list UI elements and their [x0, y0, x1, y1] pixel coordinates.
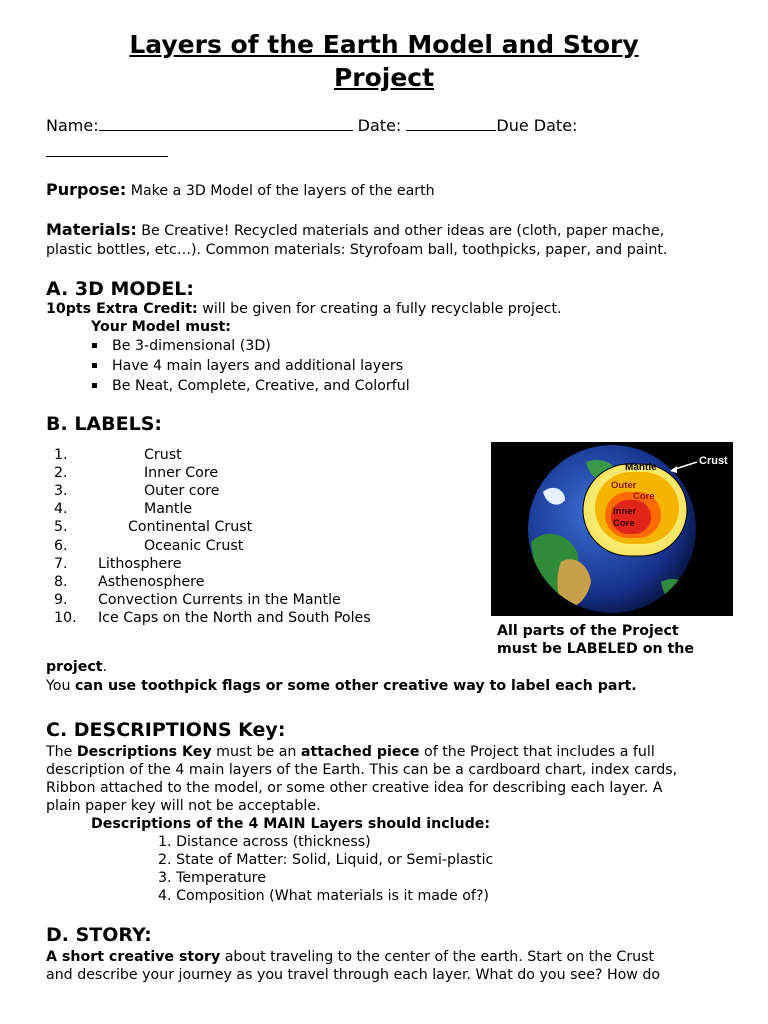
purpose-line [46, 180, 435, 200]
list-item: 1. Crust [54, 447, 182, 463]
mantle-image-label: Mantle [625, 462, 657, 473]
list-item: 3. Outer core [54, 483, 220, 499]
section-a-heading: A. 3D MODEL: [46, 278, 195, 300]
list-item: 4. Composition (What materials is it made of?) [158, 888, 489, 904]
list-item: 1. Distance across (thickness) [158, 834, 371, 850]
list-item: 9. Convection Currents in the Mantle [54, 592, 341, 608]
outer-core-image-label-1: Outer [611, 480, 637, 491]
model-requirements-list [90, 336, 410, 396]
title-line-1: Layers of the Earth Model and Story [129, 30, 639, 59]
list-item: Be Neat, Complete, Creative, and Colorful [90, 376, 410, 396]
list-item: 7. Lithosphere [54, 556, 182, 572]
list-item: 5. Continental Crust [54, 519, 253, 535]
list-item: 10. Ice Caps on the North and South Poles [54, 610, 371, 626]
due-date-label: Due Date: [496, 116, 578, 135]
story-line-1: A short creative story about traveling to the center of the earth. Start on the Crust [46, 949, 655, 965]
name-label: Name: [46, 116, 99, 135]
model-must-label: Your Model must: [91, 319, 231, 335]
materials-line-1 [46, 220, 664, 240]
crust-image-label: Crust [699, 455, 728, 467]
descriptions-include-label: Descriptions of the 4 MAIN Layers should include: [91, 816, 491, 832]
labels-caption-3: project. [46, 659, 108, 675]
story-line-2: and describe your journey as you travel through each layer. What do you see? How do [46, 967, 661, 983]
labels-caption-1: All parts of the Project [497, 623, 679, 639]
section-d-heading: D. STORY: [46, 924, 152, 946]
inner-core-image-label-2: Core [613, 518, 635, 529]
due-date-field[interactable] [46, 142, 168, 157]
extra-credit-line [46, 300, 562, 318]
outer-core-image-label-2: Core [633, 491, 655, 502]
earth-cutaway-illustration [491, 442, 733, 616]
earth-layers-image [491, 442, 733, 616]
list-item: 6. Oceanic Crust [54, 538, 244, 554]
date-field[interactable] [406, 116, 496, 131]
extra-credit-label: 10pts Extra Credit: [46, 301, 198, 317]
list-item: 4. Mantle [54, 501, 193, 517]
header-fields [46, 116, 577, 135]
descriptions-para-line-1: The Descriptions Key must be an attached piece of the Project that includes a full [46, 744, 655, 760]
purpose-label: Purpose: [46, 180, 127, 199]
materials-text-1: Be Creative! Recycled materials and other ideas are (cloth, paper mache, [136, 223, 665, 239]
descriptions-para-line-4: plain paper key will not be acceptable. [46, 798, 321, 814]
name-field[interactable] [99, 116, 353, 131]
labels-caption-2: must be LABELED on the [497, 641, 695, 657]
materials-label: Materials: [46, 220, 137, 239]
list-item: Be 3-dimensional (3D) [90, 336, 410, 356]
inner-core-image-label-1: Inner [613, 506, 637, 517]
title-line-2: Project [333, 63, 435, 92]
descriptions-para-line-2: description of the 4 main layers of the Earth. This can be a cardboard chart, index cards, [46, 762, 678, 778]
materials-text-2: plastic bottles, etc…). Common materials: Styrofoam ball, toothpicks, paper, and paint. [46, 242, 668, 258]
page-title [60, 28, 708, 94]
date-label: Date: [352, 116, 407, 135]
list-item: 3. Temperature [158, 870, 266, 886]
section-b-heading: B. LABELS: [46, 413, 162, 435]
descriptions-para-line-3: Ribbon attached to the model, or some other creative idea for describing each layer. A [46, 780, 663, 796]
section-c-heading: C. DESCRIPTIONS Key: [46, 719, 286, 741]
extra-credit-text: will be given for creating a fully recyclable project. [197, 301, 562, 317]
list-item: 2. State of Matter: Solid, Liquid, or Semi-plastic [158, 852, 494, 868]
list-item: 8. Asthenosphere [54, 574, 205, 590]
due-date-field-row [46, 142, 168, 161]
purpose-text: Make a 3D Model of the layers of the earth [126, 183, 435, 199]
list-item: Have 4 main layers and additional layers [90, 356, 410, 376]
toothpick-line: You can use toothpick flags or some other creative way to label each part. [46, 678, 637, 694]
list-item: 2. Inner Core [54, 465, 219, 481]
